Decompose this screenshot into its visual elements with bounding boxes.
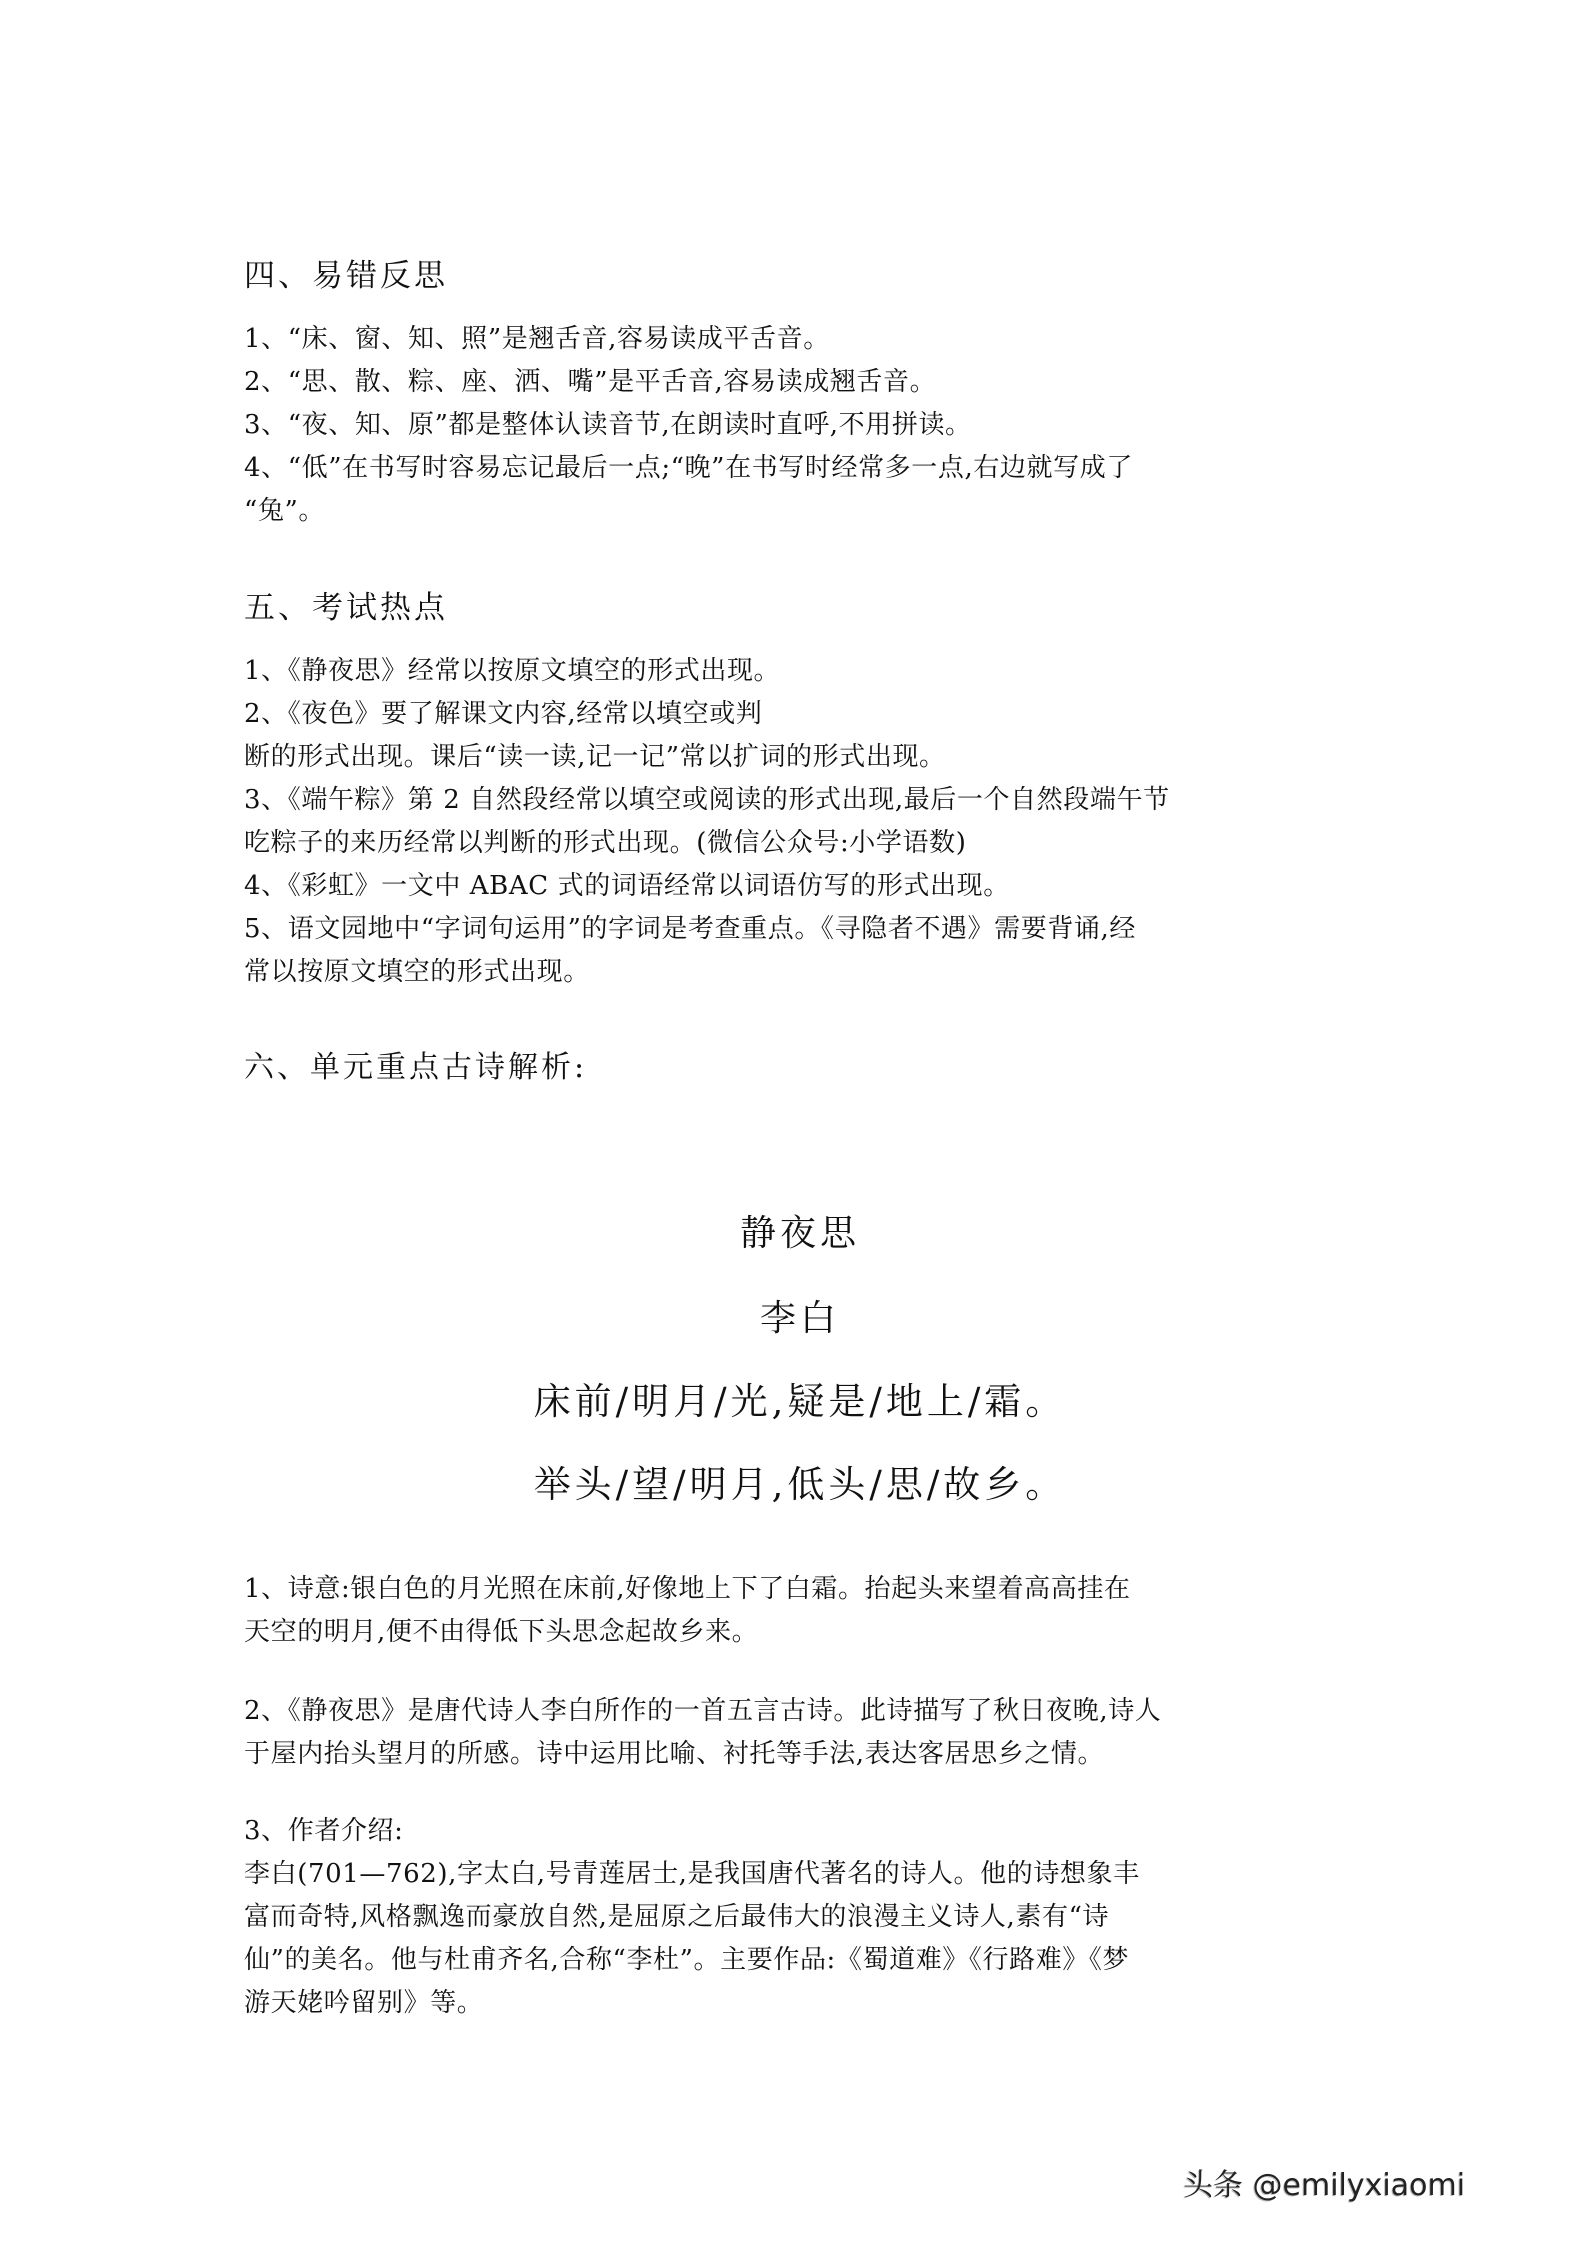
list-item: 4、“低”在书写时容易忘记最后一点;“晚”在书写时经常多一点,右边就写成了 <box>244 453 1133 483</box>
analysis-meaning <box>244 1568 1354 1654</box>
paragraph-line: 1、诗意:银白色的月光照在床前,好像地上下了白霜。抬起头来望着高高挂在 <box>244 1574 1131 1604</box>
paragraph-line: 天空的明月,便不由得低下头思念起故乡来。 <box>244 1617 759 1647</box>
analysis-author-intro <box>244 1810 1354 2025</box>
paragraph-line: 仙”的美名。他与杜甫齐名,合称“李杜”。主要作品:《蜀道难》《行路难》《梦 <box>244 1945 1130 1975</box>
paragraph-line: 富而奇特,风格飘逸而豪放自然,是屈原之后最伟大的浪漫主义诗人,素有“诗 <box>244 1902 1110 1932</box>
list-item: 5、语文园地中“字词句运用”的字词是考查重点。《寻隐者不遇》需要背诵,经 <box>244 914 1136 944</box>
list-item: 1、《静夜思》经常以按原文填空的形式出现。 <box>244 656 781 686</box>
section-heading-mistakes: 四、易错反思 <box>244 258 448 294</box>
section-mistakes-list <box>244 318 1354 533</box>
section-heading-exam-hotspots: 五、考试热点 <box>244 590 448 626</box>
list-item-continuation: 常以按原文填空的形式出现。 <box>244 957 590 987</box>
list-item: 3、《端午粽》第 2 自然段经常以填空或阅读的形式出现,最后一个自然段端午节 <box>244 785 1170 815</box>
paragraph-line: 于屋内抬头望月的所感。诗中运用比喻、衬托等手法,表达客居思乡之情。 <box>244 1739 1105 1769</box>
poem-line: 床前/明月/光,疑是/地上/霜。 <box>533 1380 1067 1423</box>
paragraph-line: 李白(701—762),字太白,号青莲居士,是我国唐代著名的诗人。他的诗想象丰 <box>244 1859 1140 1889</box>
analysis-background <box>244 1690 1354 1776</box>
list-item: 4、《彩虹》一文中 ABAC 式的词语经常以词语仿写的形式出现。 <box>244 871 1010 901</box>
section-exam-hotspots-list <box>244 650 1354 994</box>
list-item-continuation: 断的形式出现。课后“读一读,记一记”常以扩词的形式出现。 <box>244 742 946 772</box>
list-item: 2、“思、散、粽、座、洒、嘴”是平舌音,容易读成翘舌音。 <box>244 367 937 397</box>
section-heading-poem-analysis: 六、单元重点古诗解析: <box>244 1050 588 1085</box>
list-item-continuation: 吃粽子的来历经常以判断的形式出现。(微信公众号:小学语数) <box>244 828 967 858</box>
poem-author: 李白 <box>759 1298 840 1339</box>
list-item: 3、“夜、知、原”都是整体认读音节,在朗读时直呼,不用拼读。 <box>244 410 972 440</box>
watermark: 头条 @emilyxiaomi <box>1183 2168 1466 2203</box>
list-item: 2、《夜色》要了解课文内容,经常以填空或判 <box>244 699 763 729</box>
list-item-continuation: “兔”。 <box>244 496 325 526</box>
paragraph-line: 2、《静夜思》是唐代诗人李白所作的一首五言古诗。此诗描写了秋日夜晚,诗人 <box>244 1696 1162 1726</box>
poem-title: 静夜思 <box>739 1213 860 1254</box>
poem-line: 举头/望/明月,低头/思/故乡。 <box>533 1463 1067 1506</box>
paragraph-heading: 3、作者介绍: <box>244 1816 404 1846</box>
list-item: 1、“床、窗、知、照”是翘舌音,容易读成平舌音。 <box>244 324 830 354</box>
paragraph-line: 游天姥吟留别》等。 <box>244 1988 484 2018</box>
